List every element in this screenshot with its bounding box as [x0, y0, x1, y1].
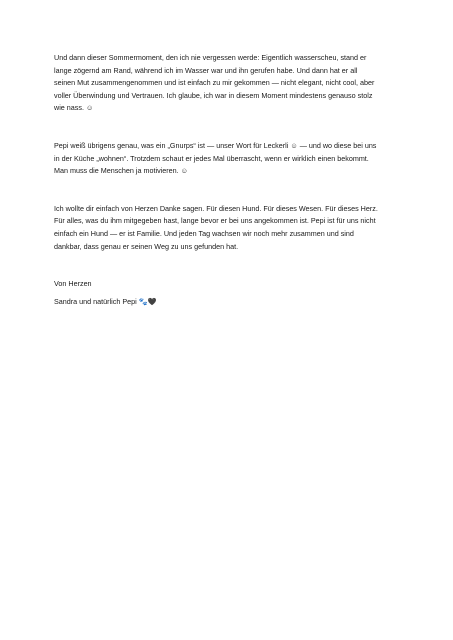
text-line: wie nass. ☺: [54, 103, 94, 113]
text-line: einfach ein Hund — er ist Familie. Und jeden Tag wachsen wir noch mehr zusammen und sind: [54, 228, 354, 238]
paragraph-gnurps: [54, 140, 404, 178]
text-line: voller Überwindung und Vertrauen. Ich glaube, ich war in diesem Moment mindestens genauso stolz: [54, 90, 373, 100]
text-line: in der Küche „wohnen“. Trotzdem schaut er jedes Mal überrascht, wenn er wirklich einen bekommt.: [54, 153, 369, 163]
text-line: lange zögernd am Rand, während ich im Wasser war und ihn gerufen habe. Und dann hat er all: [54, 65, 358, 75]
closing-line: Von Herzen: [54, 279, 92, 289]
text-line: Ich wollte dir einfach von Herzen Danke sagen. Für diesen Hund. Für dieses Wesen. Für dieses Herz.: [54, 203, 378, 213]
paragraph-summer-moment: [54, 52, 404, 115]
text-line: Pepi weiß übrigens genau, was ein „Gnurps“ ist — unser Wort für Leckerli ☺ — und wo diese bei uns: [54, 140, 377, 150]
letter-body: [54, 52, 404, 308]
text-line: Für alles, was du ihm mitgegeben hast, lange bevor er bei uns angekommen ist. Pepi ist für uns nicht: [54, 216, 376, 226]
text-line: dankbar, dass genau er seinen Weg zu uns gefunden hat.: [54, 241, 239, 251]
text-line: seinen Mut zusammengenommen und ist einfach zu mir gekommen — nicht elegant, nicht cool, aber: [54, 78, 375, 88]
signature: Sandra und natürlich Pepi 🐾🖤: [54, 296, 157, 306]
text-line: Man muss die Menschen ja motivieren. ☺: [54, 166, 188, 176]
text-line: Und dann dieser Sommermoment, den ich nie vergessen werde: Eigentlich wasserscheu, stand er: [54, 53, 367, 62]
paragraph-thanks: [54, 203, 404, 253]
